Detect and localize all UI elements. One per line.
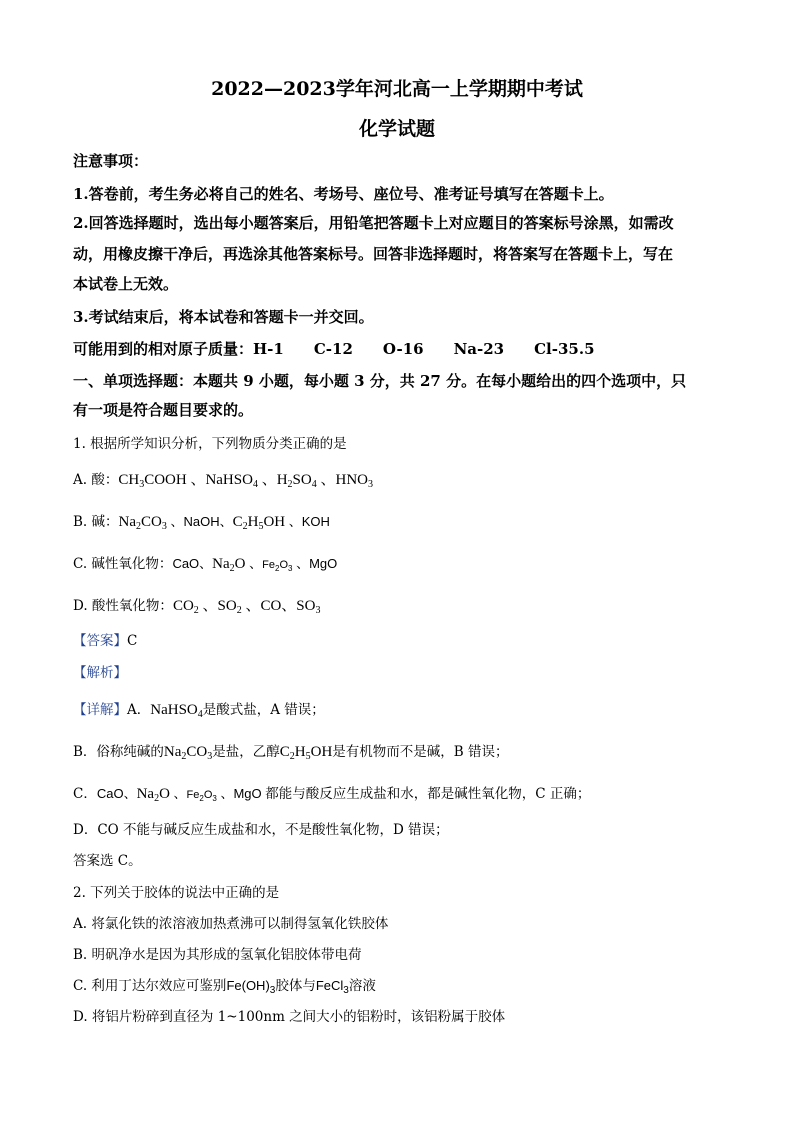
- question-1-detail-d: D．CO 不能与碱反应生成盐和水，不是酸性氧化物，D 错误；: [73, 822, 449, 838]
- section-heading-line-2: 有一项是符合题目要求的。: [73, 401, 254, 419]
- question-1-option-a: A. 酸：$CH_3COOH$ 、NaHSO$_4$ 、$H_2SO_4$ 、$HNO_3$: [73, 472, 373, 490]
- question-2-option-a: A. 将氯化铁的浓溶液加热煮沸可以制得氢氧化铁胶体: [73, 916, 389, 932]
- question-1-detail-c: C．CaO、$Na_2O$ 、$Fe_2O_3$ 、MgO 都能与酸反应生成盐和水，都是碱性氧化物，C 正确；: [73, 786, 591, 804]
- notice-item-2-line-2: 动，用橡皮擦干净后，再选涂其他答案标号。回答非选择题时，将答案写在答题卡上，写在: [73, 245, 674, 263]
- question-2-option-d: D. 将铝片粉碎到直径为 1~100nm 之间大小的铝粉时，该铝粉属于胶体: [73, 1009, 506, 1025]
- question-2-option-c: C. 利用丁达尔效应可鉴别$Fe(OH)_3$胶体与FeCl$_3$溶液: [73, 978, 376, 996]
- notice-item-2-line-1: 2.回答选择题时，选出每小题答案后，用铅笔把答题卡上对应题目的答案标号涂黑，如需改: [73, 214, 674, 232]
- question-1-option-c: C. 碱性氧化物：CaO、$Na_2O$ 、$Fe_2O_3$ 、MgO: [73, 556, 338, 574]
- exam-subtitle: 化学试题: [358, 118, 435, 140]
- atomic-mass-line: 可能用到的相对原子质量：H-1 C-12 O-16 Na-23 Cl-35.5: [73, 340, 595, 358]
- notice-item-2-line-3: 本试卷上无效。: [73, 275, 179, 293]
- question-1-option-b: B. 碱：$Na_2CO_3$ 、NaOH、$C_2H_5OH$ 、KOH: [73, 514, 330, 532]
- exam-title: 2022—2023学年河北高一上学期期中考试: [211, 78, 583, 100]
- question-2-option-b: B. 明矾净水是因为其形成的氢氧化铝胶体带电荷: [73, 947, 362, 963]
- notice-heading: 注意事项：: [73, 152, 149, 170]
- notice-item-1: 1.答卷前，考生务必将自己的姓名、考场号、座位号、准考证号填写在答题卡上。: [73, 185, 614, 203]
- question-1-option-d: D. 酸性氧化物：$CO_2$ 、$SO_2$ 、CO、$SO_3$: [73, 598, 321, 616]
- question-1-conclusion: 答案选 C。: [73, 853, 142, 869]
- question-1-analysis-tag: 【解析】: [73, 665, 127, 681]
- question-1-stem: 1. 根据所学知识分析，下列物质分类正确的是: [73, 436, 347, 452]
- question-2-stem: 2. 下列关于胶体的说法中正确的是: [73, 885, 280, 901]
- question-1-answer: 【答案】C: [73, 633, 138, 649]
- question-1-detail-b: B．俗称纯碱的$Na_2CO_3$是盐，乙醇$C_2H_5OH$是有机物而不是碱，B 错误；: [73, 744, 509, 762]
- section-heading-line-1: 一、单项选择题：本题共 9 小题，每小题 3 分，共 27 分。在每小题给出的四个选项中，只: [73, 372, 687, 390]
- question-1-detail-a: 【详解】A．NaHSO$_4$是酸式盐，A 错误；: [73, 702, 325, 720]
- notice-item-3: 3.考试结束后，将本试卷和答题卡一并交回。: [73, 308, 374, 326]
